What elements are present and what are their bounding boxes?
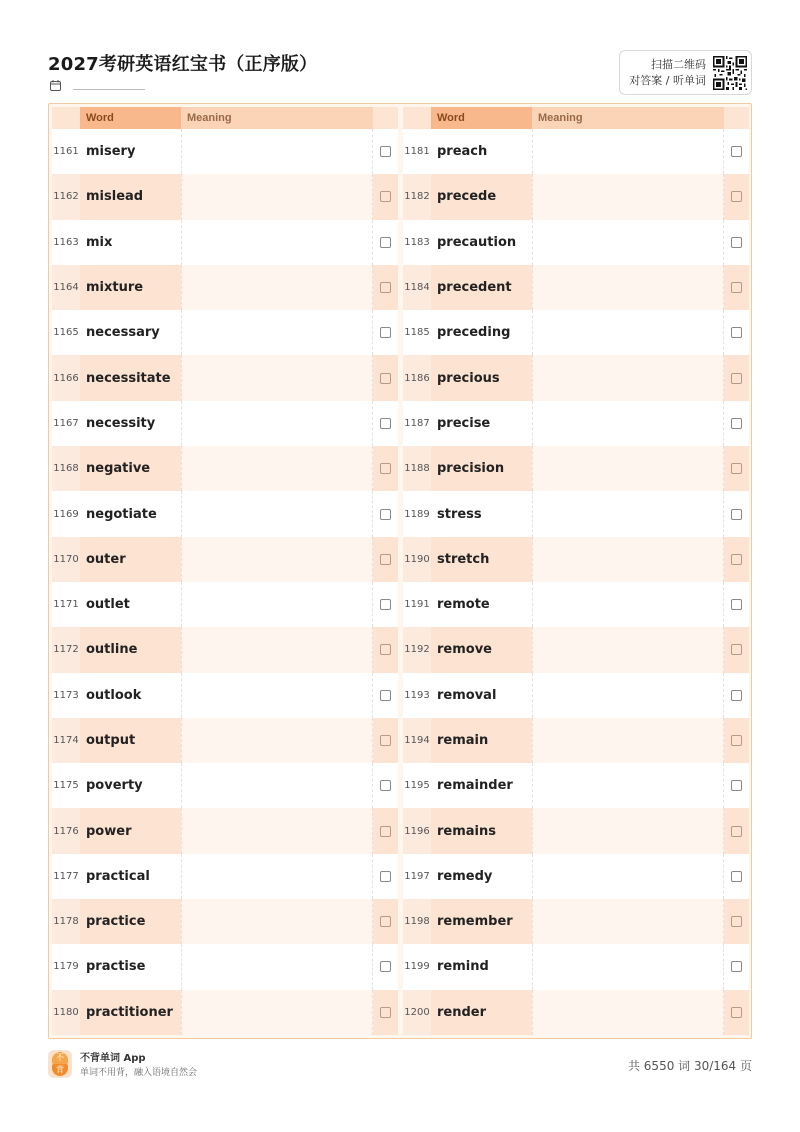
meaning-blank[interactable] <box>181 808 373 853</box>
checkbox-icon[interactable] <box>380 644 391 655</box>
word-text: remove <box>431 627 532 672</box>
meaning-blank[interactable] <box>181 582 373 627</box>
table-row <box>403 582 749 627</box>
checkbox-cell <box>724 355 749 400</box>
word-number: 1196 <box>403 808 431 853</box>
word-number: 1193 <box>404 689 430 701</box>
word-number: 1173 <box>53 689 79 701</box>
table-row <box>52 944 398 989</box>
checkbox-icon[interactable] <box>380 282 391 293</box>
word-text: mislead <box>80 174 181 219</box>
table-row <box>52 808 398 853</box>
checkbox-cell <box>724 537 749 582</box>
meaning-blank[interactable] <box>532 174 724 219</box>
word-number: 1178 <box>52 899 80 944</box>
word-text: outlet <box>86 597 130 613</box>
meaning-blank[interactable] <box>532 808 724 853</box>
checkbox-icon[interactable] <box>731 826 742 837</box>
checkbox-cell <box>373 537 398 582</box>
number-header <box>403 107 431 129</box>
word-text: removal <box>437 687 497 703</box>
meaning-blank[interactable] <box>181 310 373 355</box>
table-row <box>403 310 749 355</box>
checkbox-cell <box>373 310 398 355</box>
word-number: 1186 <box>403 355 431 400</box>
table-row <box>52 491 398 536</box>
word-text: practical <box>86 868 150 884</box>
left-column <box>52 107 398 1035</box>
checkbox-icon[interactable] <box>731 327 742 338</box>
word-text: precision <box>431 446 532 491</box>
qr-caption-line1: 扫描二维码 <box>651 57 706 71</box>
table-row <box>52 129 398 174</box>
word-text: poverty <box>86 778 143 794</box>
word-text: remember <box>431 899 532 944</box>
checkbox-icon[interactable] <box>731 146 742 157</box>
meaning-blank[interactable] <box>181 265 373 310</box>
word-text: preceding <box>437 325 511 341</box>
word-text: remedy <box>437 868 493 884</box>
checkbox-icon[interactable] <box>731 916 742 927</box>
check-header <box>373 107 398 129</box>
table-row <box>403 174 749 219</box>
checkbox-cell <box>373 446 398 491</box>
word-text: misery <box>86 144 136 160</box>
word-text: necessary <box>86 325 160 341</box>
table-row <box>52 446 398 491</box>
calendar-icon <box>50 80 61 91</box>
table-row <box>52 355 398 400</box>
table-row <box>403 808 749 853</box>
table-row <box>403 265 749 310</box>
page-info: 共 6550 词 30/164 页 <box>627 1059 752 1073</box>
word-number: 1187 <box>404 417 430 429</box>
right-rows <box>403 129 749 1035</box>
checkbox-icon[interactable] <box>731 373 742 384</box>
left-column-header <box>52 107 398 129</box>
word-number: 1188 <box>403 446 431 491</box>
meaning-blank[interactable] <box>181 129 373 174</box>
app-logo-icon <box>48 1050 72 1078</box>
word-number: 1181 <box>404 146 430 158</box>
meaning-header: Meaning <box>532 107 724 129</box>
checkbox-cell <box>373 990 398 1035</box>
checkbox-cell <box>373 401 398 446</box>
word-text: outlook <box>86 687 142 703</box>
word-number: 1200 <box>403 990 431 1035</box>
checkbox-cell <box>724 854 749 899</box>
table-row <box>403 990 749 1035</box>
checkbox-cell <box>724 990 749 1035</box>
word-number: 1182 <box>403 174 431 219</box>
meaning-blank[interactable] <box>532 265 724 310</box>
word-text: necessity <box>86 415 156 431</box>
checkbox-cell <box>373 718 398 763</box>
word-text: precede <box>431 174 532 219</box>
meaning-blank[interactable] <box>532 220 724 265</box>
word-header: Word <box>80 107 181 129</box>
meaning-blank[interactable] <box>532 582 724 627</box>
checkbox-icon[interactable] <box>380 961 391 972</box>
checkbox-cell <box>724 491 749 536</box>
word-number: 1165 <box>53 327 79 339</box>
table-row <box>403 129 749 174</box>
check-header <box>724 107 749 129</box>
checkbox-icon[interactable] <box>731 599 742 610</box>
checkbox-cell <box>724 627 749 672</box>
word-number: 1164 <box>52 265 80 310</box>
word-text: render <box>431 990 532 1035</box>
word-number: 1195 <box>404 780 430 792</box>
table-row <box>52 763 398 808</box>
word-number: 1183 <box>404 236 430 248</box>
word-text: remain <box>431 718 532 763</box>
word-number: 1176 <box>52 808 80 853</box>
qr-code-icon[interactable] <box>713 56 747 90</box>
table-row <box>403 627 749 672</box>
table-row <box>52 401 398 446</box>
word-number: 1198 <box>403 899 431 944</box>
word-number: 1168 <box>52 446 80 491</box>
meaning-blank[interactable] <box>181 990 373 1035</box>
qr-caption-line2: 对答案 / 听单词 <box>629 73 706 87</box>
checkbox-cell <box>373 582 398 627</box>
word-text: practise <box>86 959 146 975</box>
table-row <box>403 763 749 808</box>
checkbox-icon[interactable] <box>380 690 391 701</box>
checkbox-cell <box>373 355 398 400</box>
word-number: 1180 <box>52 990 80 1035</box>
meaning-blank[interactable] <box>181 174 373 219</box>
table-row <box>403 446 749 491</box>
word-number: 1185 <box>404 327 430 339</box>
date-blank-line[interactable] <box>73 81 145 90</box>
checkbox-icon[interactable] <box>380 916 391 927</box>
table-row <box>403 491 749 536</box>
checkbox-cell <box>724 446 749 491</box>
word-number: 1192 <box>403 627 431 672</box>
table-row <box>52 899 398 944</box>
checkbox-cell <box>724 808 749 853</box>
word-number: 1169 <box>53 508 79 520</box>
checkbox-cell <box>724 673 749 718</box>
checkbox-icon[interactable] <box>731 871 742 882</box>
checkbox-cell <box>724 220 749 265</box>
word-text: power <box>80 808 181 853</box>
word-text: preach <box>437 144 488 160</box>
checkbox-icon[interactable] <box>380 554 391 565</box>
checkbox-icon[interactable] <box>731 1007 742 1018</box>
checkbox-cell <box>373 220 398 265</box>
word-number: 1194 <box>403 718 431 763</box>
checkbox-icon[interactable] <box>380 327 391 338</box>
checkbox-cell <box>373 854 398 899</box>
checkbox-icon[interactable] <box>380 871 391 882</box>
page-title: 2027考研英语红宝书（正序版） <box>48 54 318 75</box>
app-logo-bottom: 背 <box>52 1064 68 1076</box>
checkbox-icon[interactable] <box>380 780 391 791</box>
word-number: 1174 <box>52 718 80 763</box>
word-text: mixture <box>80 265 181 310</box>
checkbox-icon[interactable] <box>380 599 391 610</box>
checkbox-cell <box>724 899 749 944</box>
checkbox-icon[interactable] <box>731 191 742 202</box>
word-text: stretch <box>431 537 532 582</box>
table-row <box>403 718 749 763</box>
word-text: remainder <box>437 778 513 794</box>
table-row <box>52 537 398 582</box>
table-row <box>403 220 749 265</box>
meaning-blank[interactable] <box>532 899 724 944</box>
word-number: 1162 <box>52 174 80 219</box>
right-column <box>403 107 749 1035</box>
checkbox-icon[interactable] <box>731 237 742 248</box>
meaning-blank[interactable] <box>181 718 373 763</box>
checkbox-icon[interactable] <box>731 509 742 520</box>
checkbox-icon[interactable] <box>380 146 391 157</box>
word-text: precise <box>437 415 491 431</box>
checkbox-icon[interactable] <box>731 418 742 429</box>
word-text: remains <box>431 808 532 853</box>
word-text: remind <box>437 959 489 975</box>
checkbox-icon[interactable] <box>731 644 742 655</box>
word-text: necessitate <box>80 355 181 400</box>
meaning-blank[interactable] <box>532 491 724 536</box>
checkbox-icon[interactable] <box>731 554 742 565</box>
word-text: outline <box>80 627 181 672</box>
vocab-table-frame <box>48 103 752 1039</box>
meaning-blank[interactable] <box>532 401 724 446</box>
app-slogan: 单词不用背，融入语境自然会 <box>80 1068 198 1078</box>
word-number: 1179 <box>53 961 79 973</box>
meaning-blank[interactable] <box>532 763 724 808</box>
date-row <box>50 80 145 91</box>
table-row <box>403 854 749 899</box>
word-text: mix <box>86 234 113 250</box>
left-rows <box>52 129 398 1035</box>
checkbox-cell <box>724 944 749 989</box>
checkbox-cell <box>724 582 749 627</box>
checkbox-cell <box>724 129 749 174</box>
table-row <box>52 718 398 763</box>
table-row <box>52 310 398 355</box>
table-row <box>52 854 398 899</box>
table-row <box>403 673 749 718</box>
word-text: practice <box>80 899 181 944</box>
page-header <box>48 48 752 98</box>
checkbox-icon[interactable] <box>380 237 391 248</box>
meaning-blank[interactable] <box>181 673 373 718</box>
table-row <box>52 220 398 265</box>
checkbox-icon[interactable] <box>731 961 742 972</box>
checkbox-icon[interactable] <box>380 373 391 384</box>
table-row <box>403 401 749 446</box>
meaning-blank[interactable] <box>181 763 373 808</box>
meaning-blank[interactable] <box>181 446 373 491</box>
word-text: output <box>80 718 181 763</box>
word-number: 1199 <box>404 961 430 973</box>
meaning-blank[interactable] <box>532 718 724 763</box>
checkbox-cell <box>373 763 398 808</box>
word-number: 1189 <box>404 508 430 520</box>
word-text: precious <box>431 355 532 400</box>
checkbox-cell <box>373 673 398 718</box>
table-row <box>52 673 398 718</box>
word-text: precedent <box>431 265 532 310</box>
table-row <box>52 627 398 672</box>
word-text: outer <box>80 537 181 582</box>
word-text: remote <box>437 597 490 613</box>
checkbox-icon[interactable] <box>731 690 742 701</box>
checkbox-icon[interactable] <box>380 826 391 837</box>
table-row <box>403 944 749 989</box>
checkbox-icon[interactable] <box>380 509 391 520</box>
word-number: 1172 <box>52 627 80 672</box>
table-row <box>52 990 398 1035</box>
table-row <box>403 899 749 944</box>
word-text: negative <box>80 446 181 491</box>
checkbox-icon[interactable] <box>380 418 391 429</box>
meaning-blank[interactable] <box>181 854 373 899</box>
checkbox-cell <box>373 174 398 219</box>
right-column-header <box>403 107 749 129</box>
meaning-blank[interactable] <box>181 899 373 944</box>
checkbox-icon[interactable] <box>731 463 742 474</box>
word-number: 1171 <box>53 599 79 611</box>
meaning-blank[interactable] <box>532 129 724 174</box>
checkbox-cell <box>724 718 749 763</box>
checkbox-icon[interactable] <box>731 780 742 791</box>
table-row <box>52 174 398 219</box>
checkbox-icon[interactable] <box>380 1007 391 1018</box>
meaning-blank[interactable] <box>181 537 373 582</box>
table-row <box>52 582 398 627</box>
meaning-header: Meaning <box>181 107 373 129</box>
checkbox-cell <box>724 310 749 355</box>
meaning-blank[interactable] <box>532 627 724 672</box>
checkbox-cell <box>373 944 398 989</box>
meaning-blank[interactable] <box>181 944 373 989</box>
meaning-blank[interactable] <box>181 491 373 536</box>
checkbox-icon[interactable] <box>731 735 742 746</box>
word-header: Word <box>431 107 532 129</box>
meaning-blank[interactable] <box>532 537 724 582</box>
word-number: 1184 <box>403 265 431 310</box>
word-text: negotiate <box>86 506 157 522</box>
checkbox-icon[interactable] <box>380 735 391 746</box>
table-row <box>403 537 749 582</box>
meaning-blank[interactable] <box>532 944 724 989</box>
word-number: 1190 <box>403 537 431 582</box>
word-number: 1167 <box>53 417 79 429</box>
word-text: practitioner <box>80 990 181 1035</box>
checkbox-cell <box>724 401 749 446</box>
page-footer <box>48 1048 752 1080</box>
table-row <box>52 265 398 310</box>
app-name: 不背单词 App <box>80 1053 146 1064</box>
word-number: 1197 <box>404 870 430 882</box>
checkbox-cell <box>373 627 398 672</box>
checkbox-icon[interactable] <box>731 282 742 293</box>
checkbox-icon[interactable] <box>380 463 391 474</box>
word-number: 1170 <box>52 537 80 582</box>
meaning-blank[interactable] <box>181 401 373 446</box>
word-text: stress <box>437 506 482 522</box>
word-number: 1191 <box>404 599 430 611</box>
checkbox-cell <box>724 265 749 310</box>
checkbox-cell <box>373 491 398 536</box>
meaning-blank[interactable] <box>532 990 724 1035</box>
number-header <box>52 107 80 129</box>
meaning-blank[interactable] <box>181 355 373 400</box>
meaning-blank[interactable] <box>532 310 724 355</box>
checkbox-cell <box>373 808 398 853</box>
word-text: precaution <box>437 234 517 250</box>
word-number: 1177 <box>53 870 79 882</box>
meaning-blank[interactable] <box>532 854 724 899</box>
checkbox-cell <box>724 174 749 219</box>
checkbox-cell <box>724 763 749 808</box>
app-logo-top: 不 <box>52 1052 68 1064</box>
qr-caption <box>620 57 706 89</box>
meaning-blank[interactable] <box>181 220 373 265</box>
word-number: 1163 <box>53 236 79 248</box>
checkbox-cell <box>373 899 398 944</box>
table-row <box>403 355 749 400</box>
word-number: 1166 <box>52 355 80 400</box>
checkbox-cell <box>373 129 398 174</box>
meaning-blank[interactable] <box>532 355 724 400</box>
word-number: 1161 <box>53 146 79 158</box>
meaning-blank[interactable] <box>532 673 724 718</box>
meaning-blank[interactable] <box>532 446 724 491</box>
qr-scan-box[interactable] <box>619 50 752 95</box>
meaning-blank[interactable] <box>181 627 373 672</box>
word-number: 1175 <box>53 780 79 792</box>
checkbox-icon[interactable] <box>380 191 391 202</box>
checkbox-cell <box>373 265 398 310</box>
